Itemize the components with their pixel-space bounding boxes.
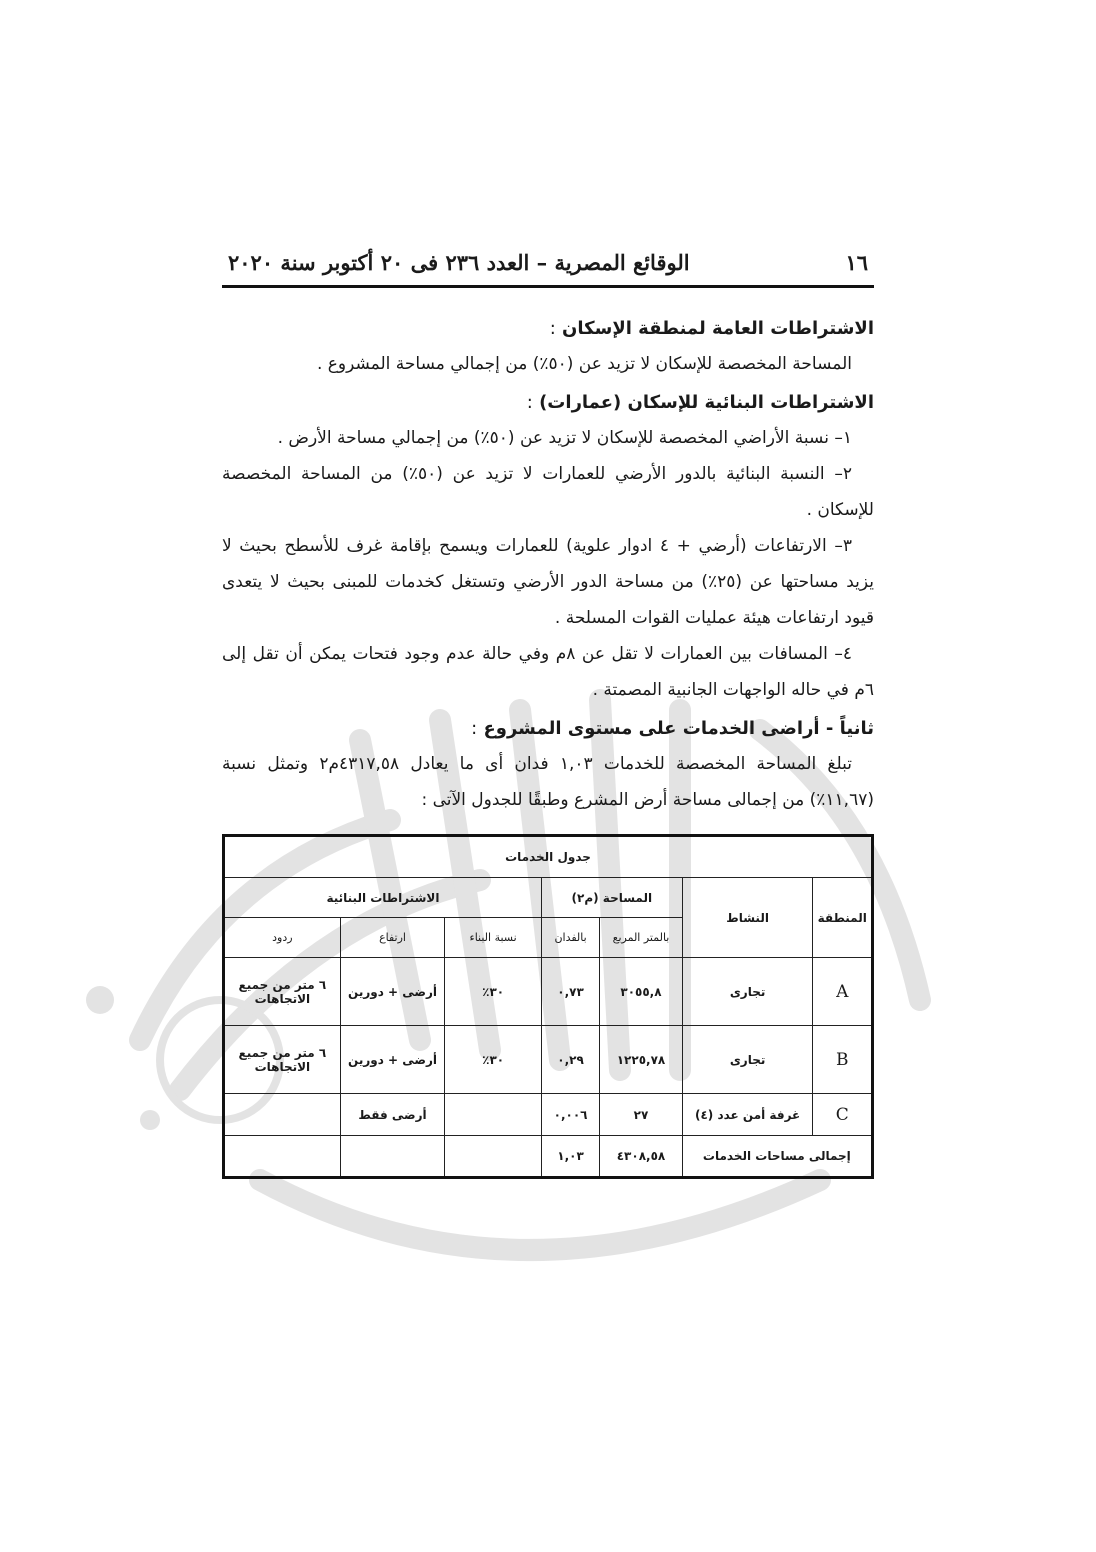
total-area-m2: ٤٣٠٨,٥٨ bbox=[600, 1136, 682, 1178]
table-total-row bbox=[224, 1136, 873, 1178]
build-ratio-cell: ٣٠٪ bbox=[445, 958, 542, 1026]
table-row bbox=[224, 1094, 873, 1136]
header-height: ارتفاع bbox=[340, 918, 445, 958]
header-setbacks: ردود bbox=[224, 918, 341, 958]
area-m2-cell: ٣٠٥٥,٨ bbox=[600, 958, 682, 1026]
area-m2-cell: ٢٧ bbox=[600, 1094, 682, 1136]
header-area-m2: بالمتر المربع bbox=[600, 918, 682, 958]
services-land-heading: ثانياً - أراضى الخدمات على مستوى المشروع : bbox=[471, 718, 874, 739]
header-zone: المنطقة bbox=[813, 878, 873, 958]
services-land-text: تبلغ المساحة المخصصة للخدمات ١,٠٣ فدان أى ما يعادل ٤٣١٧,٥٨م٢ وتمثل نسبة (١١,٦٧٪) من إجمالى مساحة أرض المشرع وطبقًا للجدول الآتى : bbox=[222, 754, 874, 810]
general-conditions-heading: الاشتراطات العامة لمنطقة الإسكان : bbox=[549, 318, 874, 339]
height-cell: أرضى + دورين bbox=[340, 1026, 445, 1094]
height-cell: أرضى + دورين bbox=[340, 958, 445, 1026]
document-page bbox=[222, 250, 874, 1179]
header-activity: النشاط bbox=[682, 878, 813, 958]
area-m2-cell: ١٢٢٥,٧٨ bbox=[600, 1026, 682, 1094]
building-condition-item: ٢– النسبة البنائية بالدور الأرضي للعمارات لا تزيد عن (٥٠٪) من المساحة المخصصة للإسكان . bbox=[222, 464, 874, 520]
building-condition-item: ١– نسبة الأراضي المخصصة للإسكان لا تزيد عن (٥٠٪) من إجمالي مساحة الأرض . bbox=[277, 428, 852, 448]
setbacks-cell: ٦ متر من جميع الاتجاهات bbox=[224, 958, 341, 1026]
table-header-row bbox=[224, 878, 873, 918]
empty-cell bbox=[340, 1136, 445, 1178]
table-title: جدول الخدمات bbox=[224, 836, 873, 878]
activity-cell: تجارى bbox=[682, 958, 813, 1026]
build-ratio-cell bbox=[445, 1094, 542, 1136]
table-row bbox=[224, 1026, 873, 1094]
document-body bbox=[222, 312, 874, 818]
general-conditions-text: المساحة المخصصة للإسكان لا تزيد عن (٥٠٪) من إجمالي مساحة المشروع . bbox=[316, 354, 852, 374]
area-feddan-cell: ٠,٠٠٦ bbox=[541, 1094, 599, 1136]
height-cell: أرضى فقط bbox=[340, 1094, 445, 1136]
total-area-feddan: ١,٠٣ bbox=[541, 1136, 599, 1178]
page-number: ١٦ bbox=[845, 250, 868, 275]
zone-cell: A bbox=[813, 958, 873, 1026]
zone-cell: B bbox=[813, 1026, 873, 1094]
area-feddan-cell: ٠,٧٣ bbox=[541, 958, 599, 1026]
setbacks-cell: ٦ متر من جميع الاتجاهات bbox=[224, 1026, 341, 1094]
header-area: المساحة (م٢) bbox=[541, 878, 682, 918]
build-ratio-cell: ٣٠٪ bbox=[445, 1026, 542, 1094]
area-feddan-cell: ٠,٢٩ bbox=[541, 1026, 599, 1094]
total-label: إجمالى مساحات الخدمات bbox=[682, 1136, 872, 1178]
header-building-conditions: الاشتراطات البنائية bbox=[224, 878, 542, 918]
building-condition-item: ٤– المسافات بين العمارات لا تقل عن ٨م وفي حالة عدم وجود فتحات يمكن أن تقل إلى ٦م في حاله الواجهات الجانبية المصمتة . bbox=[222, 644, 874, 700]
setbacks-cell bbox=[224, 1094, 341, 1136]
table-title-row bbox=[224, 836, 873, 878]
services-table bbox=[222, 834, 874, 1179]
gazette-title: الوقائع المصرية – العدد ٢٣٦ فى ٢٠ أكتوبر سنة ٢٠٢٠ bbox=[228, 250, 690, 275]
empty-cell bbox=[445, 1136, 542, 1178]
page-header bbox=[222, 250, 874, 288]
activity-cell: تجارى bbox=[682, 1026, 813, 1094]
header-area-feddan: بالفدان bbox=[541, 918, 599, 958]
header-build-ratio: نسبة البناء bbox=[445, 918, 542, 958]
building-conditions-heading: الاشتراطات البنائية للإسكان (عمارات) : bbox=[526, 392, 874, 413]
activity-cell: غرفة أمن عدد (٤) bbox=[682, 1094, 813, 1136]
empty-cell bbox=[224, 1136, 341, 1178]
zone-cell: C bbox=[813, 1094, 873, 1136]
building-condition-item: ٣– الارتفاعات (أرضي + ٤ ادوار علوية) للعمارات ويسمح بإقامة غرف للأسطح بحيث لا يزيد مساحتها عن (٢٥٪) من مساحة الدور الأرضي وتستغل كخدمات للمبنى بحيث لا يتعدى قيود ارتفاعات هيئة عمليات القوات المسلحة . bbox=[222, 536, 874, 628]
table-row bbox=[224, 958, 873, 1026]
